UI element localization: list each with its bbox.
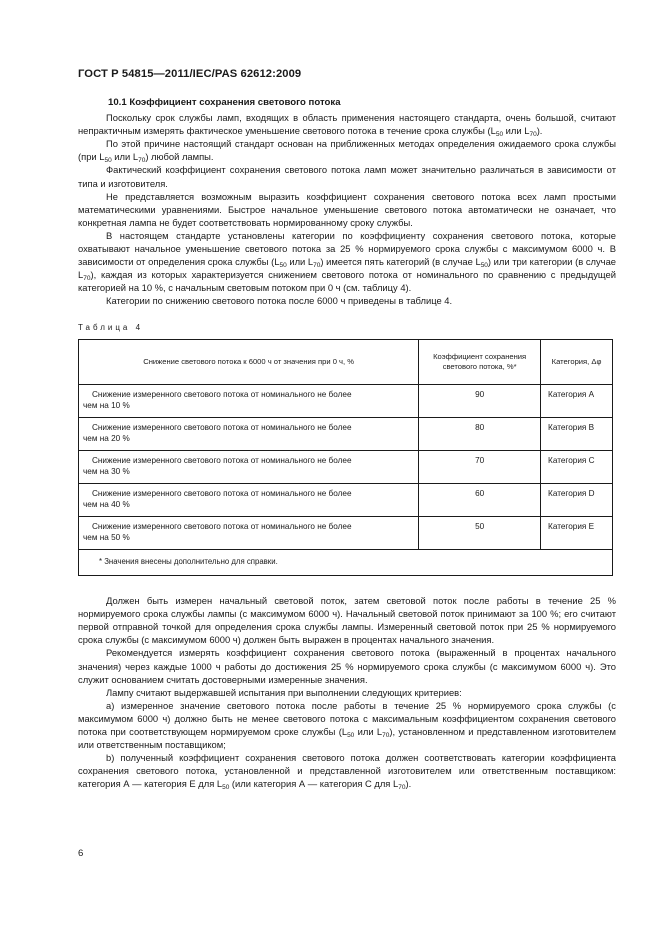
section-title: 10.1 Коэффициент сохранения светового потока	[108, 97, 341, 108]
table-row	[79, 450, 613, 483]
table-footnote-row	[79, 549, 613, 576]
table-cell-category: Категория Е	[541, 516, 613, 549]
table-row	[79, 384, 613, 417]
table-row	[79, 483, 613, 516]
paragraph: По этой причине настоящий стандарт основан на приближенных методах определения ожидаемого срока службы (при $L_{50}$ или $L_{70}$) любой лампы.	[78, 138, 616, 165]
table-cell-category: Категория D	[541, 483, 613, 516]
table-cell-desc: Снижение измеренного светового потока от номинального не более чем на 40 %	[79, 483, 419, 516]
table-caption: Таблица 4	[78, 322, 144, 332]
page-number: 6	[78, 848, 84, 859]
table-cell-value: 60	[419, 483, 541, 516]
table-row	[79, 516, 613, 549]
paragraph: В настоящем стандарте установлены категории по коэффициенту сохранения светового потока, которые охватывают начальное уменьшение светового потока за 25 % нормируемого срока службы с максимумом 6000 ч. В зависимости от определения срока службы ($L_{50}$ или $L_{70}$) имеется пять категорий (в случае $L_{50}$) или три категории (в случае $L_{70}$), каждая из которых характеризуется снижением светового потока от номинального по сравнению с предыдущей категорией на 10 %, с начальным световым потоком при 0 ч (см. таблицу 4).	[78, 229, 616, 294]
column-header-category: Категория, Δφ	[541, 339, 613, 384]
paragraph: Поскольку срок службы ламп, входящих в область применения настоящего стандарта, очень большой, считают непрактичным измерять фактическое уменьшение светового потока в течение срока службы ($L_{50}$ или $L_{70}$).	[78, 112, 616, 139]
document-body	[78, 96, 616, 791]
document-header: ГОСТ Р 54815—2011/IEC/PAS 62612:2009	[78, 68, 302, 80]
column-header-decrease: Снижение светового потока к 6000 ч от значения при 0 ч, %	[79, 339, 419, 384]
table-footnote: * Значения внесены дополнительно для справки.	[79, 549, 613, 576]
paragraph: Фактический коэффициент сохранения светового потока ламп может значительно различаться в зависимости от типа и изготовителя.	[78, 164, 616, 189]
table-cell-desc: Снижение измеренного светового потока от номинального не более чем на 10 %	[79, 384, 419, 417]
table-cell-value: 70	[419, 450, 541, 483]
table-cell-category: Категория С	[541, 450, 613, 483]
paragraph: Не представляется возможным выразить коэффициент сохранения светового потока всех ламп простыми математическими уравнениями. Быстрое начальное уменьшение светового потока автоматически не означает, что конкретная лампа не будет соответствовать нормированному сроку службы.	[78, 190, 616, 228]
table-cell-value: 90	[419, 384, 541, 417]
paragraph: Рекомендуется измерять коэффициент сохранения светового потока (выраженный в процентах начального значения) через каждые 1000 ч работы до достижения 25 % нормируемого срока службы (с максимумом 6000 ч). Это служит основанием считать достоверными измеренные значения.	[78, 647, 616, 685]
table-cell-desc: Снижение измеренного светового потока от номинального не более чем на 20 %	[79, 417, 419, 450]
paragraph: Лампу считают выдержавшей испытания при выполнении следующих критериев:	[106, 686, 462, 698]
table-header-row	[79, 339, 613, 384]
table-cell-value: 80	[419, 417, 541, 450]
table-cell-category: Категория В	[541, 417, 613, 450]
paragraph: Категории по снижению светового потока после 6000 ч приведены в таблице 4.	[106, 295, 453, 307]
table-cell-value: 50	[419, 516, 541, 549]
column-header-maintenance-factor: Коэффициент сохранения светового потока, %*	[419, 339, 541, 384]
paragraph: а) измеренное значение светового потока после работы в течение 25 % нормируемого срока службы (с максимумом 6000 ч) должно быть не менее светового потока с максимальным коэффициентом сохранения светового потока при соответствующем нормируемом сроке службы ($L_{50}$ или $L_{70}$), установленном и представленном изготовителем или ответственным поставщиком;	[78, 699, 616, 751]
table-cell-desc: Снижение измеренного светового потока от номинального не более чем на 50 %	[79, 516, 419, 549]
table-cell-desc: Снижение измеренного светового потока от номинального не более чем на 30 %	[79, 450, 419, 483]
table-row	[79, 417, 613, 450]
lumen-maintenance-table	[78, 339, 613, 577]
paragraph: Должен быть измерен начальный световой поток, затем световой поток после работы в течение 25 % нормируемого срока службы лампы (с максимумом 6000 ч). Начальный световой поток принимают за 100 %; его считают первой отправной точкой для определения срока службы лампы. Измеренный световой поток при 25 % нормируемого срока службы (с максимумом 6000 ч) должен быть выражен в процентах начального значения.	[78, 595, 616, 646]
paragraph: b) полученный коэффициент сохранения светового потока должен соответствовать категории коэффициента сохранения светового потока, установленной и представленной изготовителем или ответственным поставщиком: категория А — категория Е для $L_{50}$ (или категория А — категория С для $L_{70}$).	[78, 752, 616, 792]
table-cell-category: Категория А	[541, 384, 613, 417]
